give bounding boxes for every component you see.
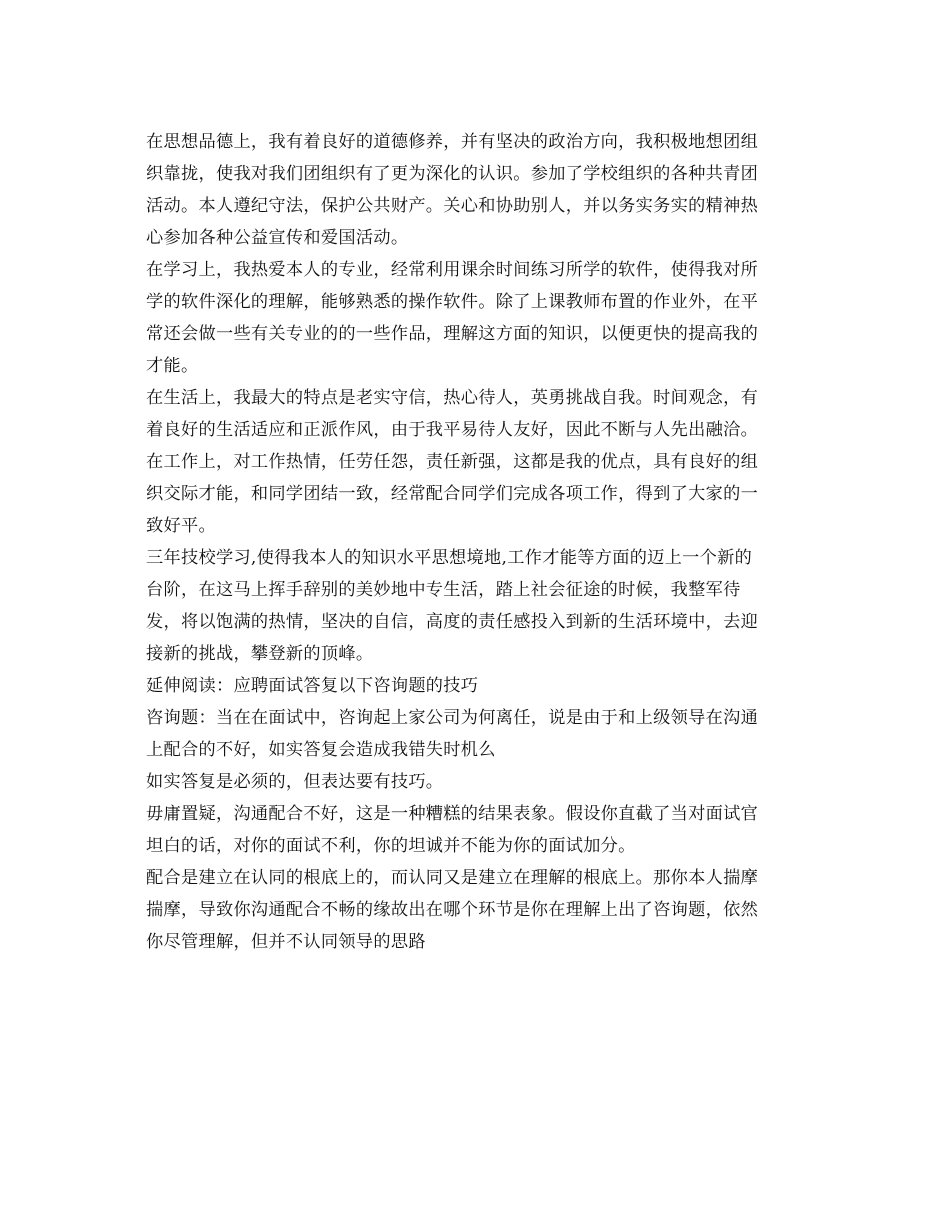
text-line: 接新的挑战，攀登新的顶峰。 — [146, 644, 374, 664]
text-line: 织靠拢，使我对我们团组织有了更为深化的认识。参加了学校组织的各种共青团 — [146, 164, 759, 184]
text-line: 发，将以饱满的热情，坚决的自信，高度的责任感投入到新的生活环境中，去迎 — [146, 612, 759, 632]
text-line: 如实答复是必须的，但表达要有技巧。 — [146, 772, 444, 792]
text-line: 坦白的话，对你的面试不利，你的坦诚并不能为你的面试加分。 — [146, 836, 636, 856]
text-line: 活动。本人遵纪守法，保护公共财产。关心和协助别人，并以务实务实的精神热 — [146, 196, 759, 216]
text-line: 在思想品德上，我有着良好的道德修养，并有坚决的政治方向，我积极地想团组 — [146, 132, 759, 152]
text-line: 在生活上，我最大的特点是老实守信，热心待人，英勇挑战自我。时间观念，有 — [146, 388, 759, 408]
section-heading: 延伸阅读：应聘面试答复以下咨询题的技巧 — [146, 676, 479, 696]
text-line: 致好平。 — [146, 516, 216, 536]
text-line: 才能。 — [146, 356, 199, 376]
text-line: 三年技校学习,使得我本人的知识水平思想境地,工作才能等方面的迈上一个新的 — [146, 548, 753, 568]
text-line: 常还会做一些有关专业的的一些作品，理解这方面的知识，以便更快的提高我的 — [146, 324, 759, 344]
text-line: 咨询题：当在在面试中，咨询起上家公司为何离任，说是由于和上级领导在沟通 — [146, 708, 759, 728]
document-body — [146, 126, 806, 958]
text-line: 在学习上，我热爱本人的专业，经常利用课余时间练习所学的软件，使得我对所 — [146, 260, 759, 280]
text-line: 台阶，在这马上挥手辞别的美妙地中专生活，踏上社会征途的时候，我整军待 — [146, 580, 741, 600]
text-line: 在工作上，对工作热情，任劳任怨，责任新强，这都是我的优点，具有良好的组 — [146, 452, 759, 472]
text-line: 配合是建立在认同的根底上的，而认同又是建立在理解的根底上。那你本人揣摩 — [146, 868, 759, 888]
text-line: 上配合的不好，如实答复会造成我错失时机么 — [146, 740, 496, 760]
text-line: 毋庸置疑，沟通配合不好，这是一种糟糕的结果表象。假设你直截了当对面试官 — [146, 804, 759, 824]
text-line: 你尽管理解，但并不认同领导的思路 — [146, 932, 426, 952]
text-line: 着良好的生活适应和正派作风，由于我平易待人友好，因此不断与人先出融洽。 — [146, 420, 759, 440]
text-line: 心参加各种公益宣传和爱国活动。 — [146, 228, 409, 248]
text-line: 织交际才能，和同学团结一致，经常配合同学们完成各项工作，得到了大家的一 — [146, 484, 759, 504]
text-line: 揣摩，导致你沟通配合不畅的缘故出在哪个环节是你在理解上出了咨询题，依然 — [146, 900, 759, 920]
text-line: 学的软件深化的理解，能够熟悉的操作软件。除了上课教师布置的作业外，在平 — [146, 292, 759, 312]
